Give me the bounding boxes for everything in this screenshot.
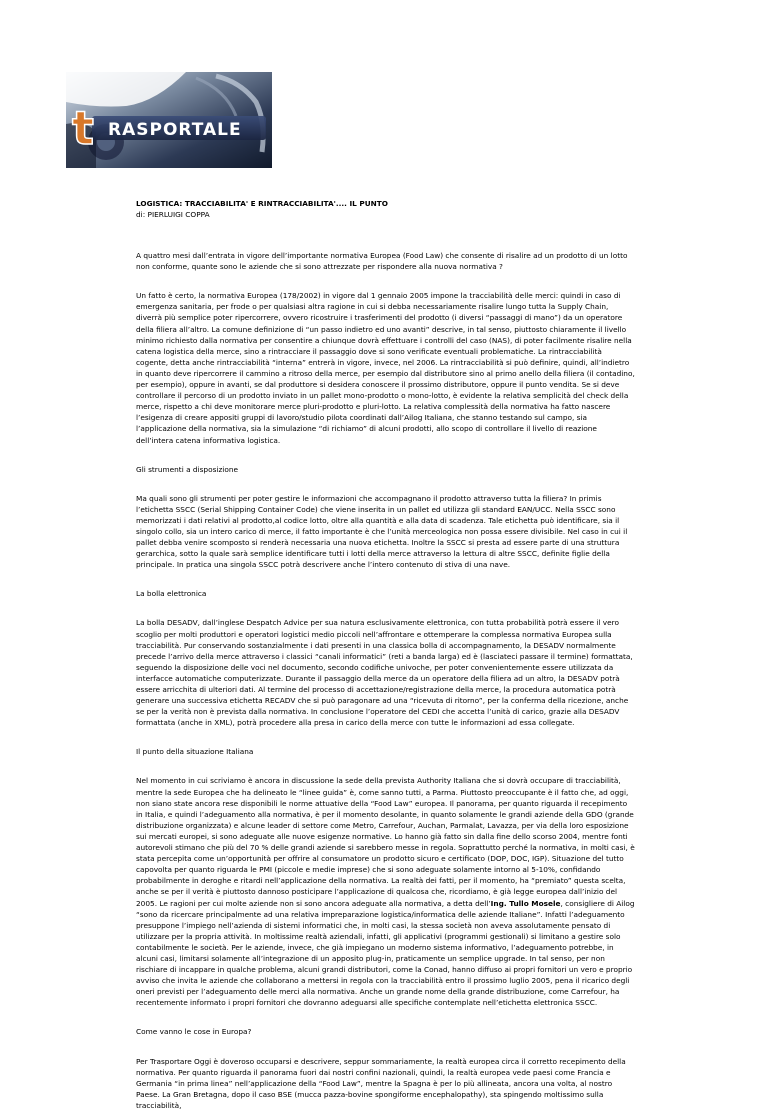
paragraph-europa: Per Trasportare Oggi è doveroso occuparsi e descrivere, seppur sommariamente, la realtà europea circa il corretto recepimento della normativa. Per quanto riguarda il panorama fuori dai nostri confini nazionali, quindi, la realtà europea vede paesi come Francia e Germania “in prima linea” nell’applicazione della “Food Law”, mentre la Spagna è per lo più allineata, ancora una volta, al nostro Paese. La Gran Bretagna, dopo il caso BSE (mucca pazza-bovine spongiforme encephalopathy), sta spingendo moltissimo sulla tracciabilità, <box>136 1056 626 1110</box>
paragraph-bolla: La bolla DESADV, dall’inglese Despatch Advice per sua natura esclusivamente elettronica, con tutta probabilità potrà essere il vero scoglio per molti produttori e operatori logistici medio piccoli nell’affrontare e ottemperare la complessa normativa Europea sulla tracciabilità. Pur conservando sostanzialmente i dati presenti in una classica bolla di accompagnamento, la DESADV normalmente precede l’arrivo della merce attraverso i classici “canali informatici” (reti a banda larga) ed è (lasciateci passare il termine) formattata, seguendo la disposizione delle voci nel documento, secondo codifiche univoche, per poter convenientemente essere utilizzata da interfacce automatiche computerizzate. Durante il passaggio della merce da un operatore della filiera ad un altro, la DESADV potrà essere arricchita di ulteriori dati. Al termine del processo di accettazione/registrazione della merce, la procedura automatica potrà generare una successiva etichetta RECADV che si può paragonare ad una “ricevuta di ritorno”, per la conferma della ricezione, anche se per la verità non è prevista dalla normativa. In conclusione l’operatore del CEDI che accetta l’unità di carico, grazie alla DESADV formattata (anche in XML), potrà procedere alla presa in carico della merce con tutte le informazioni ad essa collegate. <box>136 618 633 728</box>
logo-wordmark: RASPORTALE <box>108 120 242 140</box>
logo-graphic <box>66 72 272 168</box>
article <box>136 198 636 1111</box>
trasportale-logo <box>66 72 272 168</box>
article-title: LOGISTICA: TRACCIABILITA' E RINTRACCIABILITA'.... IL PUNTO <box>136 199 388 208</box>
paragraph-strumenti: Ma quali sono gli strumenti per poter gestire le informazioni che accompagnano il prodotto attraverso tutta la filiera? In primis l’etichetta SSCC (Serial Shipping Container Code) che viene inserita in un pallet ed utilizza gli standard EAN/UCC. Nella SSCC sono memorizzati i dati relativi al prodotto,al codice lotto, oltre alla quantità e alla data di scadenza. Tale etichetta può identificare, sia il singolo collo, sia un intero carico di merce, il fatto importante è che l’unità merceologica non possa essere divisibile. Nel caso in cui il pallet debba venire scomposto si renderà necessaria una nuova etichetta. Inoltre la SSCC si presta ad essere parte di una struttura gerarchica, sotto la quale sarà semplice identificare tutti i lotti della merce attraverso la lettura di altre SSCC, definite figlie della principale. In pratica una singola SSCC potrà descrivere anche l’intero contenuto di stiva di una nave. <box>136 493 628 570</box>
logo-letter: t <box>72 101 94 155</box>
paragraph-tracciabilita: Un fatto è certo, la normativa Europea (178/2002) in vigore dal 1 gennaio 2005 impone la tracciabilità delle merci: quindi in caso di emergenza sanitaria, per frode o per qualsiasi altra ragione in cui si debba necessariamente risalire lungo tutta la Supply Chain, diverrà più semplice poter ripercorrere, ovvero ricostruire i trasferimenti del prodotto (i diversi “passaggi di mano”) da un operatore della filiera all’altro. La comune definizione di “un passo indietro ed uno avanti” descrive, in tal senso, piuttosto chiaramente il livello minimo richiesto dalla normativa per consentire a chiunque dovrà effettuare i controlli del caso (NAS), di poter facilmente risalire nella catena logistica della merce, sino a rintracciare il passaggio dove si sono verificate eventuali problematiche. La rintracciabilità cogente, detta anche rintracciabilità “interna” entrerà in vigore, invece, nel 2006. La rintracciabilità si può definire, quindi, all’indietro in quanto deve ripercorrere il cammino a ritroso della merce, per esempio dal distributore sino al primo anello della filiera (il contadino, per esempio), oppure in avanti, se dal produttore si desidera conoscere il prossimo distributore, oppure il punto vendita. Se si deve controllare il percorso di un prodotto inviato in un pallet mono-prodotto o mono-lotto, è evidente la relativa semplicità del check della merce, rispetto a chi deve monitorare merce pluri-prodotto e pluri-lotto. La relativa complessità della normativa ha fatto nascere l’esigenza di creare appositi gruppi di lavoro/studio pilota coordinati dall’Ailog Italiana, che stanno testando sul campo, sia l’applicazione della normativa, sia la simulazione “di richiamo” di alcuni prodotti, allo scopo di controllare il livello di reazione dell’intera catena informativa logistica. <box>136 291 635 445</box>
article-author: di: PIERLUIGI COPPA <box>136 210 210 219</box>
section-heading-europa: Come vanno le cose in Europa? <box>136 1027 252 1037</box>
section-heading-bolla: La bolla elettronica <box>136 589 207 599</box>
section-heading-strumenti: Gli strumenti a disposizione <box>136 464 239 474</box>
article-intro: A quattro mesi dall’entrata in vigore dell’importante normativa Europea (Food Law) che consente di risalire ad un prodotto di un lotto non conforme, quante sono le aziende che si sono attrezzate per rispondere alla nuova normativa ? <box>136 251 628 272</box>
paragraph-situazione-part2: , consigliere di Ailog “sono da ricercare principalmente ad una relativa impreparazione logistica/informatica delle aziende Italiane”. Infatti l’adeguamento presuppone l’impiego nell’azienda di sistemi informatici che, in molti casi, la stessa società non aveva assolutamente pensato di utilizzare per la propria attività. In moltissime realtà aziendali, infatti, gli applicativi (programmi gestionali) si limitano a gestire solo contabilmente le società. Per le aziende, invece, che già impiegano un moderno sistema informativo, l’adeguamento potrebbe, in alcuni casi, limitarsi solamente all’integrazione di un apposito plug-in, praticamente un semplice upgrade. In tal senso, per non rischiare di incappare in qualche problema, alcuni grandi distributori, come la Conad, hanno diffuso ai propri fornitori un vero e proprio avviso che invita le aziende che collaborano a mettersi in regola con la tracciabilità entro il prossimo luglio 2005, pena il ricarico degli oneri previsti per l’adeguamento delle merci alla normativa. Anche un grande nome della grande distribuzione, come Carrefour, ha recentemente informato i propri fornitori che dovranno adeguarsi alle specifiche contemplate nell’etichetta elettronica SSCC. <box>136 898 635 1008</box>
paragraph-situazione-part1: Nel momento in cui scriviamo è ancora in discussione la sede della prevista Authority Italiana che si dovrà occupare di tracciabilità, mentre la sede Europea che ha delineato le “linee guida” è, come sanno tutti, a Parma. Piuttosto preoccupante è il fatto che, ad oggi, non siano state ancora rese disponibili le norme attuative della “Food Law” europea. Il panorama, per quanto riguarda il recepimento in Italia, e quindi l’adeguamento alla normativa, è per il momento desolante, in quanto solamente le grandi aziende della GDO (grande distribuzione organizzata) e alcune leader di settore come Metro, Carrefour, Auchan, Parmalat, Lavazza, per via della loro esposizione sui mercati europei, si sono adeguate alle nuove esigenze normative. Lo hanno già fatto sin dalla fine dello scorso 2004, mentre fonti autorevoli stimano che più del 70 % delle grandi aziende si sarebbero messe in regola. Soprattutto perché la normativa, in molti casi, è stata percepita come un’opportunità per offrire al consumatore un prodotto sicuro e certificato (DOP, DOC, IGP). Situazione del tutto capovolta per quanto riguarda le PMI (piccole e medie imprese) che si sono adeguate solamente intorno al 5-10%, confidando probabilmente in deroghe e ritardi nell’applicazione della normativa. La realtà dei fatti, per il momento, ha “premiato” questa scelta, anche se per il verità è piuttosto dannoso posticipare l’applicazione di qualcosa che, ricordiamo, è già legge europea dall’inizio del 2005. Le ragioni per cui molte aziende non si sono ancora adeguate alla normativa, a detta dell’ <box>136 776 635 908</box>
paragraph-situazione <box>136 775 636 1008</box>
section-heading-situazione: Il punto della situazione Italiana <box>136 747 254 757</box>
person-name-mosele: Ing. Tullo Mosele <box>490 898 561 908</box>
